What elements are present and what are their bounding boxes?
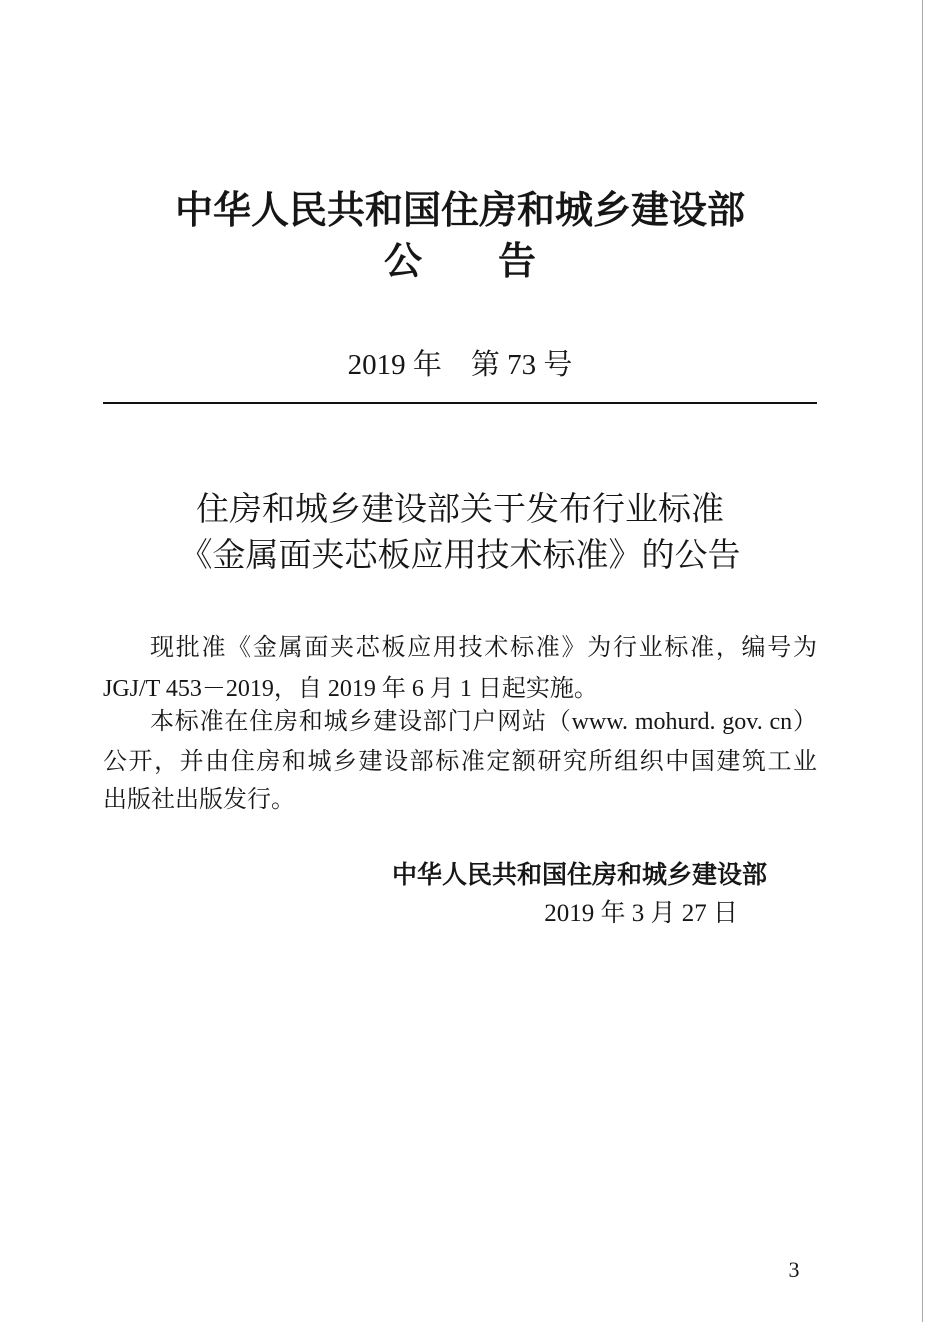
header-doc-type: 公 告 [383,241,536,283]
announcement-title-line-1: 住房和城乡建设部关于发布行业标准 [196,492,724,528]
page-number: 3 [788,1257,800,1282]
paragraph-2-line-2: 公开，并由住房和城乡建设部标准定额研究所组织中国建筑工业 [103,749,817,775]
announcement-title-line-2: 《金属面夹芯板应用技术标准》的公告 [179,538,741,574]
header-divider [103,402,817,404]
page-edge [922,0,923,1322]
paragraph-1-line-1: 现批准《金属面夹芯板应用技术标准》为行业标准，编号为 [150,635,817,661]
issue-number: 2019 年 第 73 号 [347,349,573,381]
header-org-title: 中华人民共和国住房和城乡建设部 [174,190,745,232]
signature-issuer: 中华人民共和国住房和城乡建设部 [391,862,767,889]
signature-date: 2019 年 3 月 27 日 [544,900,738,927]
paragraph-1-line-2: JGJ/T 453－2019，自 2019 年 6 月 1 日起实施。 [103,676,598,702]
paragraph-2-line-3: 出版社出版发行。 [103,787,295,813]
paragraph-2-line-1: 本标准在住房和城乡建设部门户网站（www. mohurd. gov. cn） [150,709,817,735]
